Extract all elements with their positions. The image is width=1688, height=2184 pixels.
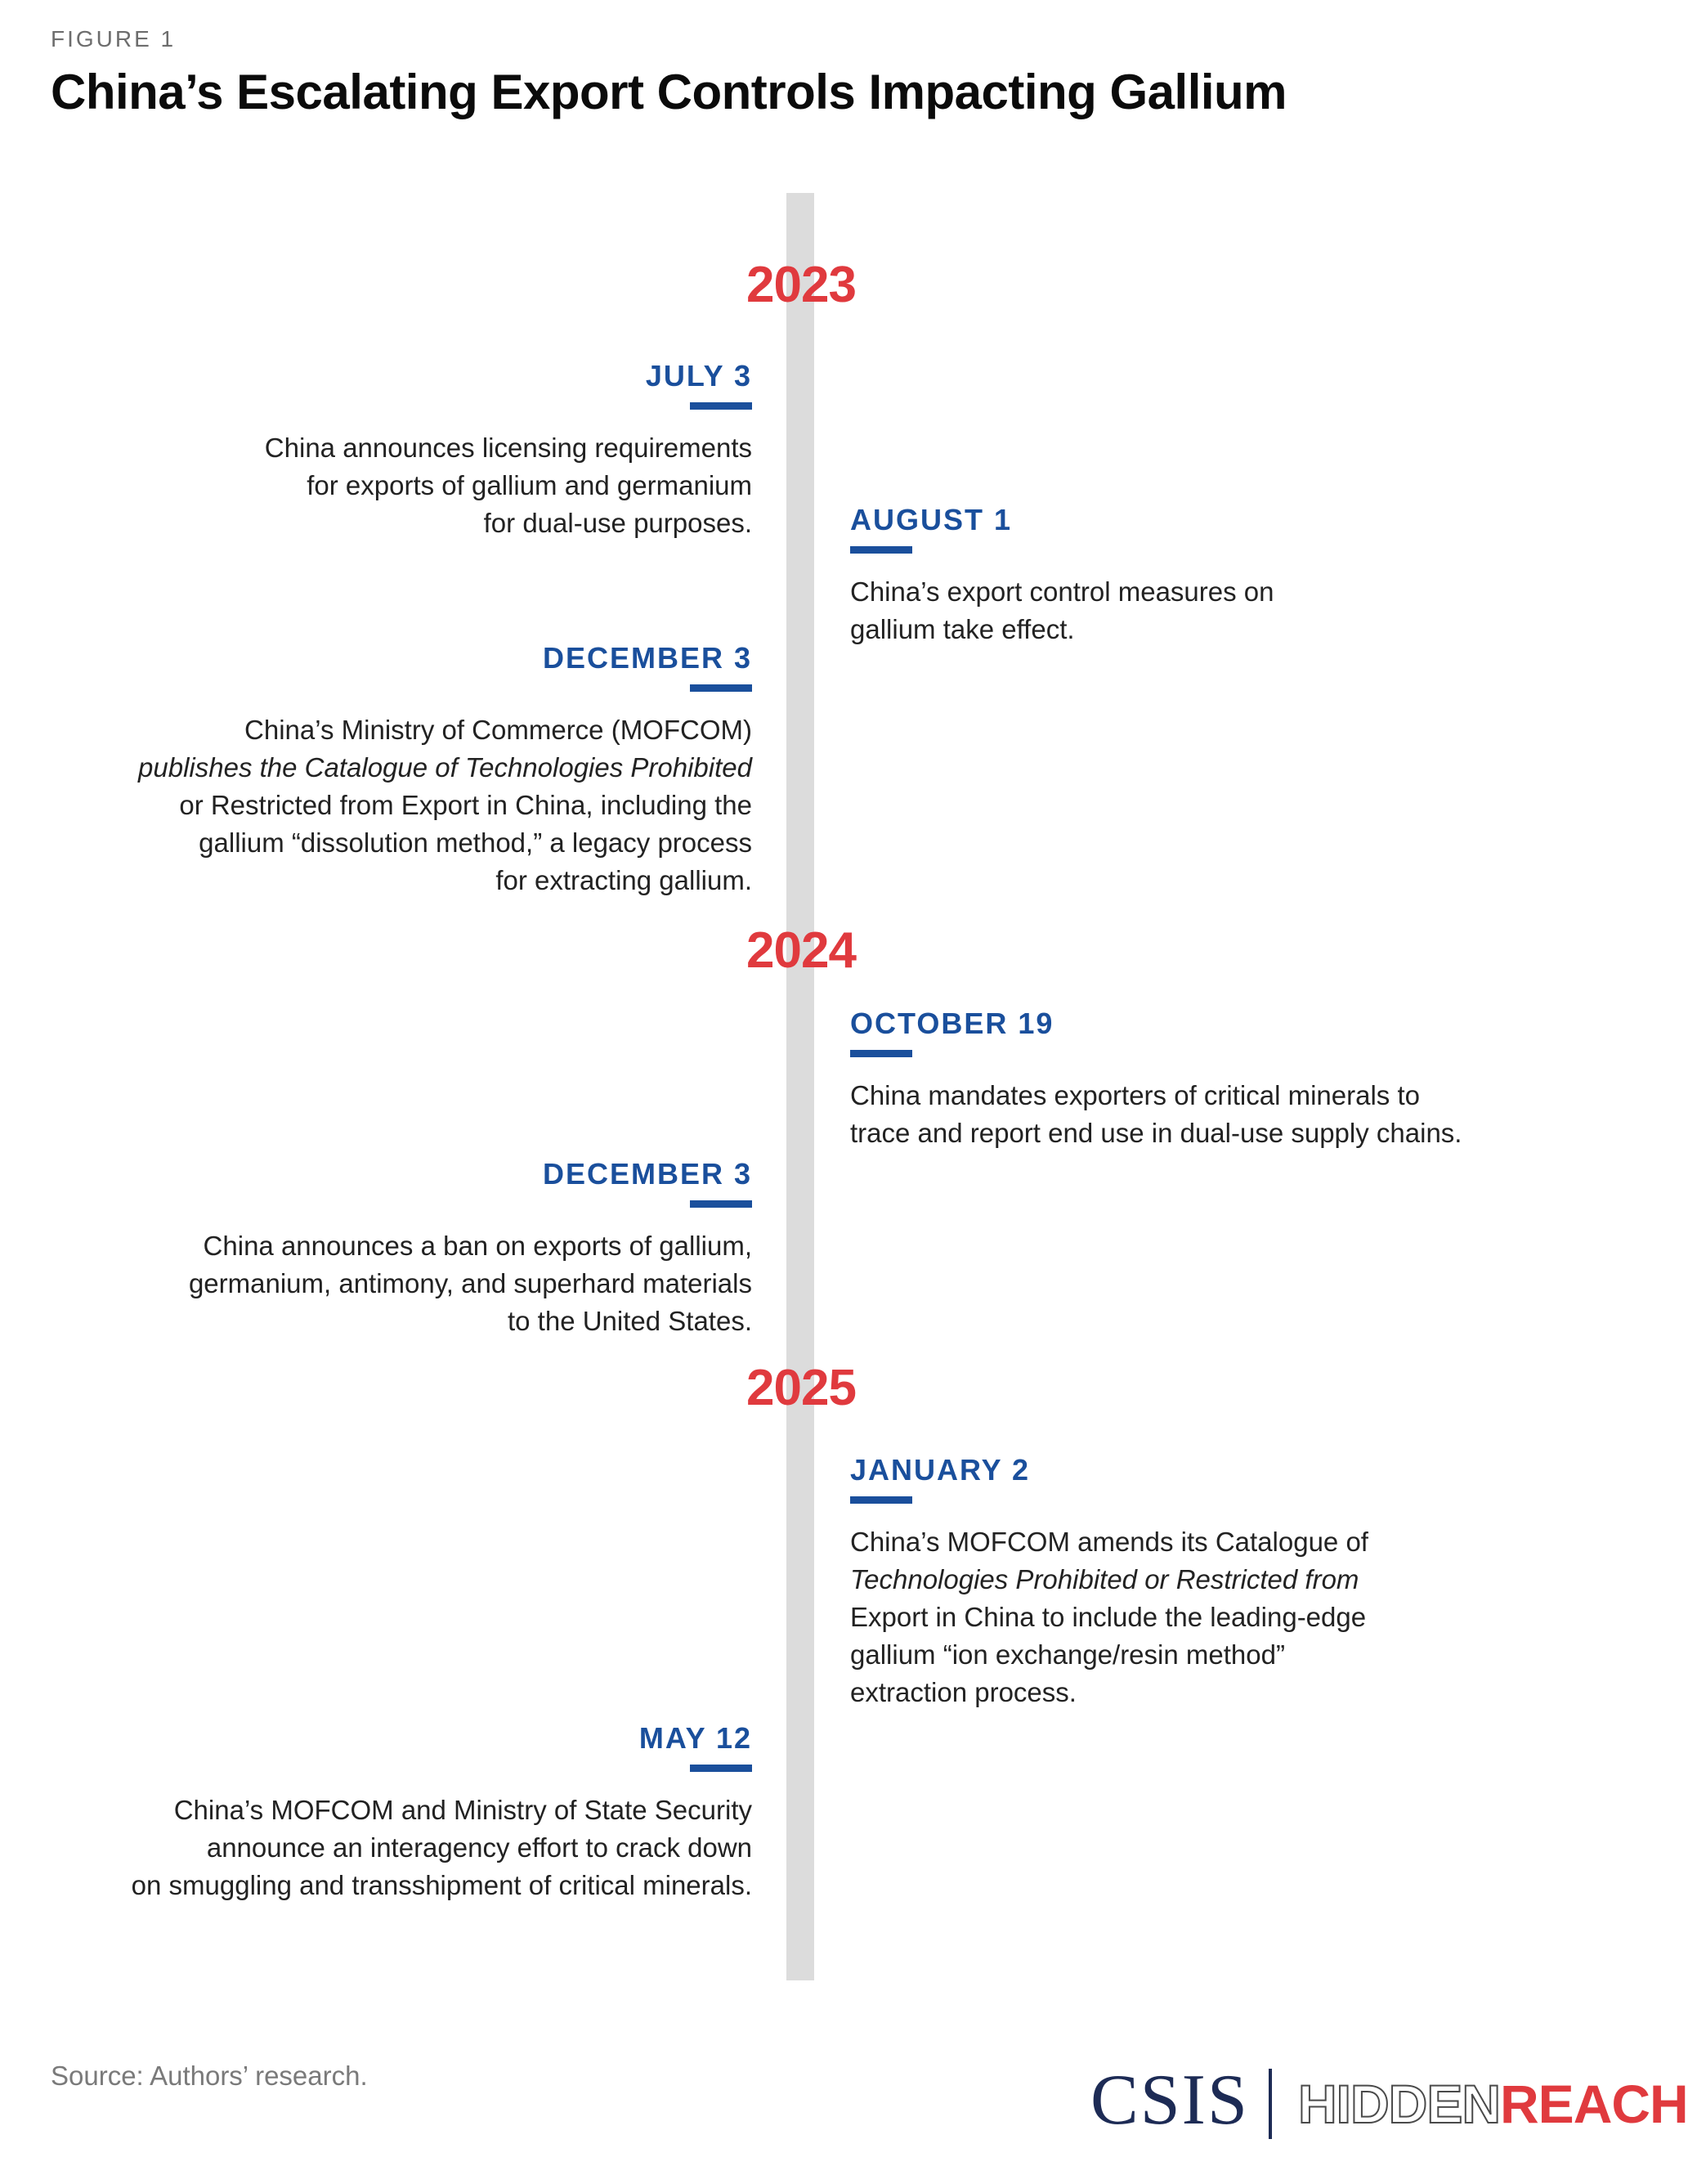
logo-hidden-word: HIDDEN [1298, 2074, 1501, 2134]
event-date: JULY 3 [645, 359, 752, 392]
timeline-event-december-3-2023 [16, 642, 752, 899]
date-underline [690, 1200, 752, 1208]
year-label-2023: 2023 [746, 257, 856, 313]
date-underline [850, 1050, 912, 1057]
csis-logo: CSIS [1090, 2061, 1249, 2140]
event-date: OCTOBER 19 [850, 1007, 1054, 1040]
event-description: China announces a ban on exports of gallium, germanium, antimony, and superhard materials to the United States. [188, 1231, 752, 1336]
event-date: DECEMBER 3 [542, 641, 752, 675]
date-underline [690, 684, 752, 692]
timeline-event-july-3-2023 [16, 360, 752, 542]
figure-label: FIGURE 1 [51, 26, 177, 52]
figure-title: China’s Escalating Export Controls Impacting Gallium [51, 65, 1287, 119]
timeline-event-august-1-2023 [850, 504, 1274, 648]
year-label-2025: 2025 [746, 1360, 856, 1416]
event-description: China’s MOFCOM and Ministry of State Security announce an interagency effort to crack down on smuggling and transshipment of critical minerals. [131, 1795, 752, 1900]
date-underline [850, 546, 912, 554]
date-underline [690, 402, 752, 410]
event-date: MAY 12 [638, 1721, 752, 1755]
timeline-event-october-19-2024 [850, 1007, 1462, 1152]
timeline-spine [786, 193, 814, 1980]
date-underline [850, 1496, 912, 1504]
year-label-2024: 2024 [746, 922, 856, 979]
event-description: China’s Ministry of Commerce (MOFCOM) publishes the Catalogue of Technologies Prohibited or Restricted from Export in China, including the gallium “dissolution method,” a legacy process for extracting gallium. [138, 715, 752, 895]
event-description: China’s export control measures on gallium take effect. [850, 576, 1274, 644]
timeline-event-december-3-2024 [16, 1158, 752, 1340]
logo-divider [1269, 2069, 1272, 2139]
logo-reach-word: REACH [1500, 2074, 1688, 2134]
event-description: China mandates exporters of critical minerals to trace and report end use in dual-use supply chains. [850, 1080, 1462, 1148]
event-description: China announces licensing requirements for exports of gallium and germanium for dual-use purposes. [264, 433, 752, 538]
event-date: AUGUST 1 [850, 503, 1013, 536]
event-date: DECEMBER 3 [542, 1157, 752, 1191]
timeline-event-may-12-2025 [16, 1722, 752, 1904]
hidden-reach-logo [1298, 2074, 1688, 2134]
date-underline [690, 1765, 752, 1772]
event-date: JANUARY 2 [850, 1453, 1031, 1487]
event-description: China’s MOFCOM amends its Catalogue of Technologies Prohibited or Restricted from Export in China to include the leading-edge gallium “ion exchange/resin method” extraction process. [850, 1527, 1368, 1707]
timeline-event-january-2-2025 [850, 1454, 1368, 1711]
source-note: Source: Authors’ research. [51, 2061, 368, 2091]
